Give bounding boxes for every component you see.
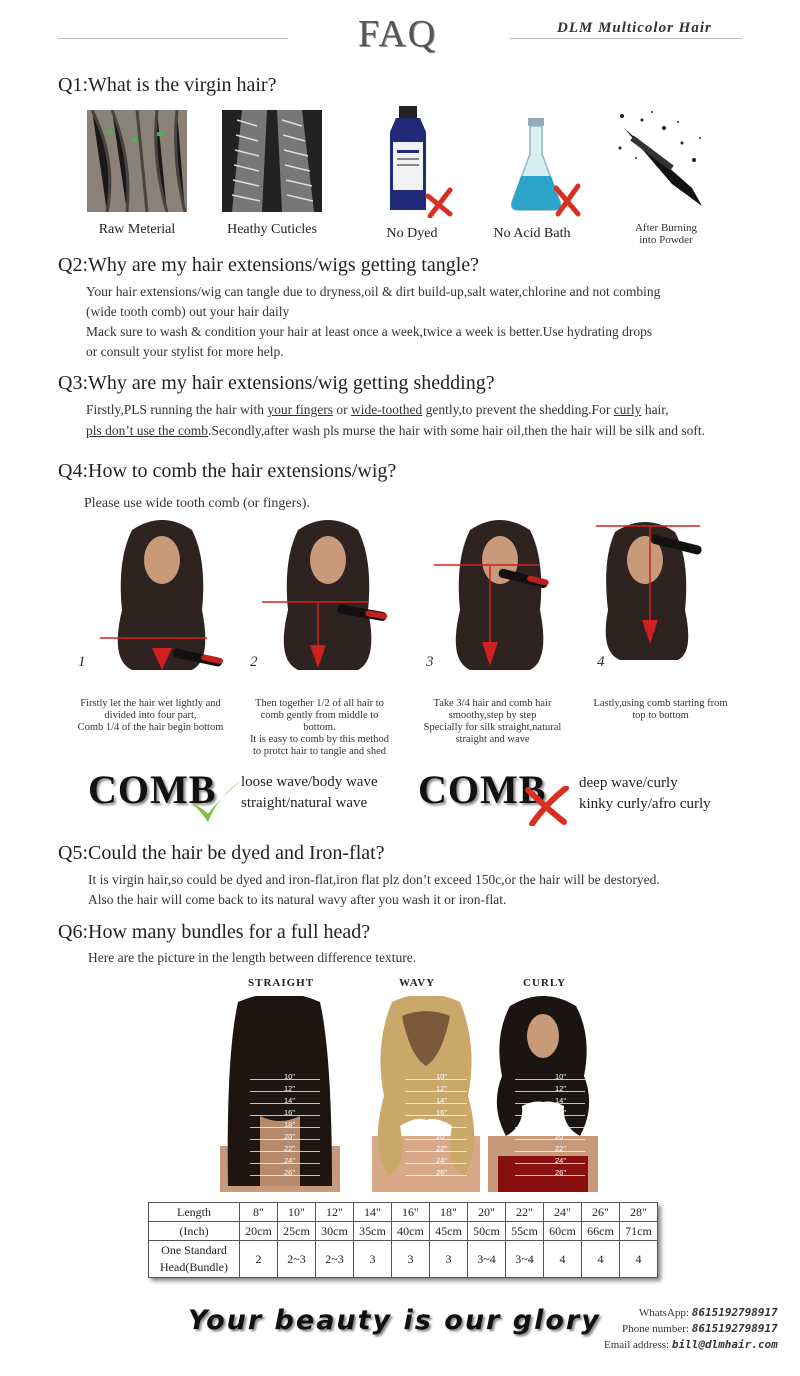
length-marker-line bbox=[515, 1091, 585, 1092]
length-marker-line bbox=[515, 1175, 585, 1176]
page-title: FAQ bbox=[358, 13, 438, 55]
email-line bbox=[604, 1337, 778, 1353]
step-text: straight and wave bbox=[455, 734, 530, 745]
comb-ok-textures bbox=[241, 772, 378, 814]
step-text: Specially for silk straight,natural bbox=[423, 722, 562, 733]
table-header-length: Length bbox=[149, 1203, 240, 1222]
no-dyed-label: No Dyed bbox=[386, 226, 438, 241]
length-marker-label: 22" bbox=[284, 1144, 296, 1153]
comb-ok-word: COMB bbox=[88, 767, 217, 812]
table-cell-bundle: 3 bbox=[430, 1241, 468, 1278]
q3-text: gently,to prevent the shedding.For bbox=[422, 402, 614, 417]
q2-title: Q2:Why are my hair extensions/wigs getting tangle? bbox=[58, 254, 480, 276]
table-cell-cm: 35cm bbox=[354, 1222, 392, 1241]
whatsapp-label: WhatsApp: bbox=[638, 1307, 689, 1319]
length-marker-label: 22" bbox=[436, 1144, 448, 1153]
length-marker-label: 26" bbox=[555, 1168, 567, 1177]
table-cell-cm: 45cm bbox=[430, 1222, 468, 1241]
brand-name: DLM Multicolor Hair bbox=[557, 20, 712, 36]
step-text: Comb 1/4 of the hair begin bottom bbox=[77, 722, 224, 733]
table-header-bundles-line2: Head(Bundle) bbox=[160, 1260, 228, 1274]
table-header-inch: (Inch) bbox=[149, 1222, 240, 1241]
q4-intro: Please use wide tooth comb (or fingers). bbox=[84, 496, 310, 511]
length-marker-line bbox=[515, 1163, 585, 1164]
q5-title: Q5:Could the hair be dyed and Iron-flat? bbox=[58, 842, 385, 864]
length-marker-label: 22" bbox=[555, 1144, 567, 1153]
phone-label: Phone number: bbox=[622, 1323, 689, 1335]
after-burning-line2: into Powder bbox=[639, 234, 693, 246]
table-cell-bundle: 2~3 bbox=[316, 1241, 354, 1278]
length-bundle-table bbox=[148, 1202, 658, 1278]
table-cell-cm: 40cm bbox=[392, 1222, 430, 1241]
comb-step-4-illustration bbox=[590, 520, 730, 680]
q2-line-2: (wide tooth comb) out your hair daily bbox=[86, 304, 290, 319]
length-marker-label: 18" bbox=[284, 1120, 296, 1129]
table-cell-cm: 66cm bbox=[582, 1222, 620, 1241]
whatsapp-number: 8615192798917 bbox=[691, 1306, 778, 1319]
table-cell-inch: 26" bbox=[582, 1203, 620, 1222]
q3-text: Firstly,PLS running the hair with bbox=[86, 402, 268, 417]
table-header-bundles-line1: One Standard bbox=[161, 1243, 227, 1257]
length-marker-label: 12" bbox=[555, 1084, 567, 1093]
slogan: Your beauty is our glory bbox=[188, 1305, 601, 1336]
burning-hair-photo bbox=[612, 108, 710, 214]
length-marker-label: 14" bbox=[284, 1096, 296, 1105]
step-2-description bbox=[237, 698, 402, 758]
dye-bottle-crossed-icon bbox=[386, 106, 456, 218]
comb-step-2-illustration bbox=[258, 520, 398, 680]
after-burning-label bbox=[612, 222, 720, 246]
phone-number: 8615192798917 bbox=[691, 1322, 778, 1335]
step-number: 3 bbox=[426, 654, 434, 670]
table-cell-bundle: 3~4 bbox=[506, 1241, 544, 1278]
length-marker-line bbox=[515, 1079, 585, 1080]
q3-text: hair, bbox=[641, 402, 669, 417]
comb-no-line: deep wave/curly bbox=[579, 775, 678, 791]
length-marker-label: 20" bbox=[555, 1132, 567, 1141]
q4-title: Q4:How to comb the hair extensions/wig? bbox=[58, 460, 397, 482]
raw-hair-photo bbox=[87, 110, 187, 212]
step-text: Take 3/4 hair and comb hair bbox=[433, 698, 552, 709]
healthy-cuticles-label: Heathy Cuticles bbox=[227, 222, 317, 237]
comb-ok-line: straight/natural wave bbox=[241, 795, 368, 811]
length-marker-label: 12" bbox=[436, 1084, 448, 1093]
step-text: divided into four part, bbox=[104, 710, 197, 721]
header-rule-left bbox=[58, 38, 288, 39]
red-cross-icon bbox=[524, 786, 572, 826]
table-cell-inch: 24" bbox=[544, 1203, 582, 1222]
header-rule-right bbox=[510, 38, 742, 39]
table-cell-cm: 71cm bbox=[620, 1222, 658, 1241]
length-marker-label: 10" bbox=[436, 1072, 448, 1081]
table-header-bundles bbox=[149, 1241, 240, 1278]
table-row bbox=[149, 1241, 658, 1278]
table-cell-cm: 30cm bbox=[316, 1222, 354, 1241]
length-marker-label: 14" bbox=[436, 1096, 448, 1105]
length-marker-label: 24" bbox=[284, 1156, 296, 1165]
comb-ok-line: loose wave/body wave bbox=[241, 774, 378, 790]
length-marker-label: 10" bbox=[555, 1072, 567, 1081]
comb-step-1-illustration bbox=[92, 520, 232, 680]
length-marker-label: 14" bbox=[555, 1096, 567, 1105]
table-cell-inch: 10" bbox=[278, 1203, 316, 1222]
texture-wavy-label: WAVY bbox=[399, 977, 436, 989]
step-number: 1 bbox=[78, 654, 86, 670]
table-cell-inch: 8" bbox=[240, 1203, 278, 1222]
raw-material-label: Raw Meterial bbox=[98, 222, 176, 237]
q2-line-3: Mack sure to wash & condition your hair at least once a week,twice a week is better.Use hydrating drops bbox=[86, 324, 653, 339]
length-marker-line bbox=[515, 1127, 585, 1128]
table-cell-cm: 55cm bbox=[506, 1222, 544, 1241]
q6-intro: Here are the picture in the length between difference texture. bbox=[88, 950, 417, 965]
step-4-description bbox=[578, 698, 743, 722]
step-text: Lastly,using comb starting from bbox=[593, 698, 728, 709]
q6-title: Q6:How many bundles for a full head? bbox=[58, 921, 371, 943]
step-text: top to bottom bbox=[632, 710, 689, 721]
q3-title: Q3:Why are my hair extensions/wig getting shedding? bbox=[58, 372, 495, 394]
table-cell-inch: 12" bbox=[316, 1203, 354, 1222]
comb-no-textures bbox=[579, 773, 711, 815]
cuticles-photo bbox=[222, 110, 322, 212]
step-number: 4 bbox=[597, 654, 605, 670]
q3-underline-fingers: your fingers bbox=[267, 402, 333, 417]
q3-underline-no-comb: pls don’t use the comb bbox=[86, 423, 208, 438]
length-marker-label: 12" bbox=[284, 1084, 296, 1093]
step-text: Firstly let the hair wet lightly and bbox=[80, 698, 221, 709]
length-marker-label: 26" bbox=[436, 1168, 448, 1177]
table-row bbox=[149, 1222, 658, 1241]
q3-text: or bbox=[332, 402, 351, 417]
step-3-description bbox=[410, 698, 575, 746]
step-text: smoothy,step by step bbox=[448, 710, 537, 721]
step-text: bottom. bbox=[303, 722, 336, 733]
table-cell-cm: 50cm bbox=[468, 1222, 506, 1241]
comb-step-3-illustration bbox=[430, 520, 570, 680]
table-cell-bundle: 4 bbox=[582, 1241, 620, 1278]
length-marker-label: 18" bbox=[436, 1120, 448, 1129]
length-marker-label: 18" bbox=[555, 1120, 567, 1129]
length-marker-label: 24" bbox=[555, 1156, 567, 1165]
table-cell-inch: 16" bbox=[392, 1203, 430, 1222]
length-marker-label: 16" bbox=[555, 1108, 567, 1117]
length-marker-label: 24" bbox=[436, 1156, 448, 1165]
table-cell-bundle: 2~3 bbox=[278, 1241, 316, 1278]
table-cell-cm: 25cm bbox=[278, 1222, 316, 1241]
email-address: bill@dlmhair.com bbox=[671, 1338, 778, 1351]
q3-underline-curly: curly bbox=[613, 402, 642, 417]
length-marker-line bbox=[515, 1115, 585, 1116]
step-1-description bbox=[68, 698, 233, 734]
contact-info bbox=[604, 1305, 778, 1353]
table-cell-cm: 20cm bbox=[240, 1222, 278, 1241]
length-marker-line bbox=[515, 1103, 585, 1104]
texture-straight-label: STRAIGHT bbox=[248, 977, 315, 989]
q1-title: Q1:What is the virgin hair? bbox=[58, 74, 277, 96]
green-checkmark-icon bbox=[188, 776, 244, 828]
length-marker-line bbox=[515, 1139, 585, 1140]
whatsapp-line bbox=[604, 1305, 778, 1321]
acid-flask-crossed-icon bbox=[510, 118, 582, 220]
table-cell-bundle: 3 bbox=[354, 1241, 392, 1278]
length-marker-label: 16" bbox=[284, 1108, 296, 1117]
step-text: It is easy to comb by this method bbox=[249, 734, 390, 745]
step-text: to protct hair to tangle and shed bbox=[253, 746, 386, 757]
comb-no-line: kinky curly/afro curly bbox=[579, 796, 711, 812]
table-cell-inch: 28" bbox=[620, 1203, 658, 1222]
table-cell-inch: 22" bbox=[506, 1203, 544, 1222]
length-marker-label: 20" bbox=[436, 1132, 448, 1141]
table-cell-cm: 60cm bbox=[544, 1222, 582, 1241]
q3-underline-wide-toothed: wide-toothed bbox=[350, 402, 423, 417]
table-cell-bundle: 4 bbox=[620, 1241, 658, 1278]
q3-line-2 bbox=[86, 421, 705, 441]
length-marker-label: 26" bbox=[284, 1168, 296, 1177]
comb-no-word: COMB bbox=[418, 767, 547, 812]
table-cell-inch: 18" bbox=[430, 1203, 468, 1222]
q5-line-1: It is virgin hair,so could be dyed and iron-flat,iron flat plz don’t exceed 150c,or the hair will be destoryed. bbox=[88, 872, 660, 887]
step-text: comb gently from middle to bbox=[260, 710, 379, 721]
step-number: 2 bbox=[250, 654, 258, 670]
length-marker-label: 10" bbox=[284, 1072, 296, 1081]
length-marker-label: 20" bbox=[284, 1132, 296, 1141]
step-text: Then together 1/2 of all hair to bbox=[255, 698, 384, 709]
table-cell-bundle: 3 bbox=[392, 1241, 430, 1278]
texture-curly-label: CURLY bbox=[523, 977, 567, 989]
length-marker-line bbox=[515, 1151, 585, 1152]
table-cell-bundle: 2 bbox=[240, 1241, 278, 1278]
q2-line-1: Your hair extensions/wig can tangle due to dryness,oil & dirt build-up,salt water,chlorine and not combing bbox=[86, 284, 661, 299]
table-cell-inch: 20" bbox=[468, 1203, 506, 1222]
table-cell-bundle: 3~4 bbox=[468, 1241, 506, 1278]
q5-line-2: Also the hair will come back to its natural wavy after you wash it or iron-flat. bbox=[88, 892, 507, 907]
no-acid-bath-label: No Acid Bath bbox=[493, 226, 571, 241]
q3-text: .Secondly,after wash pls murse the hair with some hair oil,then the hair will be silk and soft. bbox=[208, 423, 706, 438]
after-burning-line1: After Burning bbox=[634, 222, 697, 234]
length-marker-label: 16" bbox=[436, 1108, 448, 1117]
table-row bbox=[149, 1203, 658, 1222]
email-label: Email address: bbox=[604, 1339, 670, 1351]
table-cell-inch: 14" bbox=[354, 1203, 392, 1222]
q3-line-1 bbox=[86, 400, 669, 420]
phone-line bbox=[604, 1321, 778, 1337]
q2-line-4: or consult your stylist for more help. bbox=[86, 344, 284, 359]
table-cell-bundle: 4 bbox=[544, 1241, 582, 1278]
